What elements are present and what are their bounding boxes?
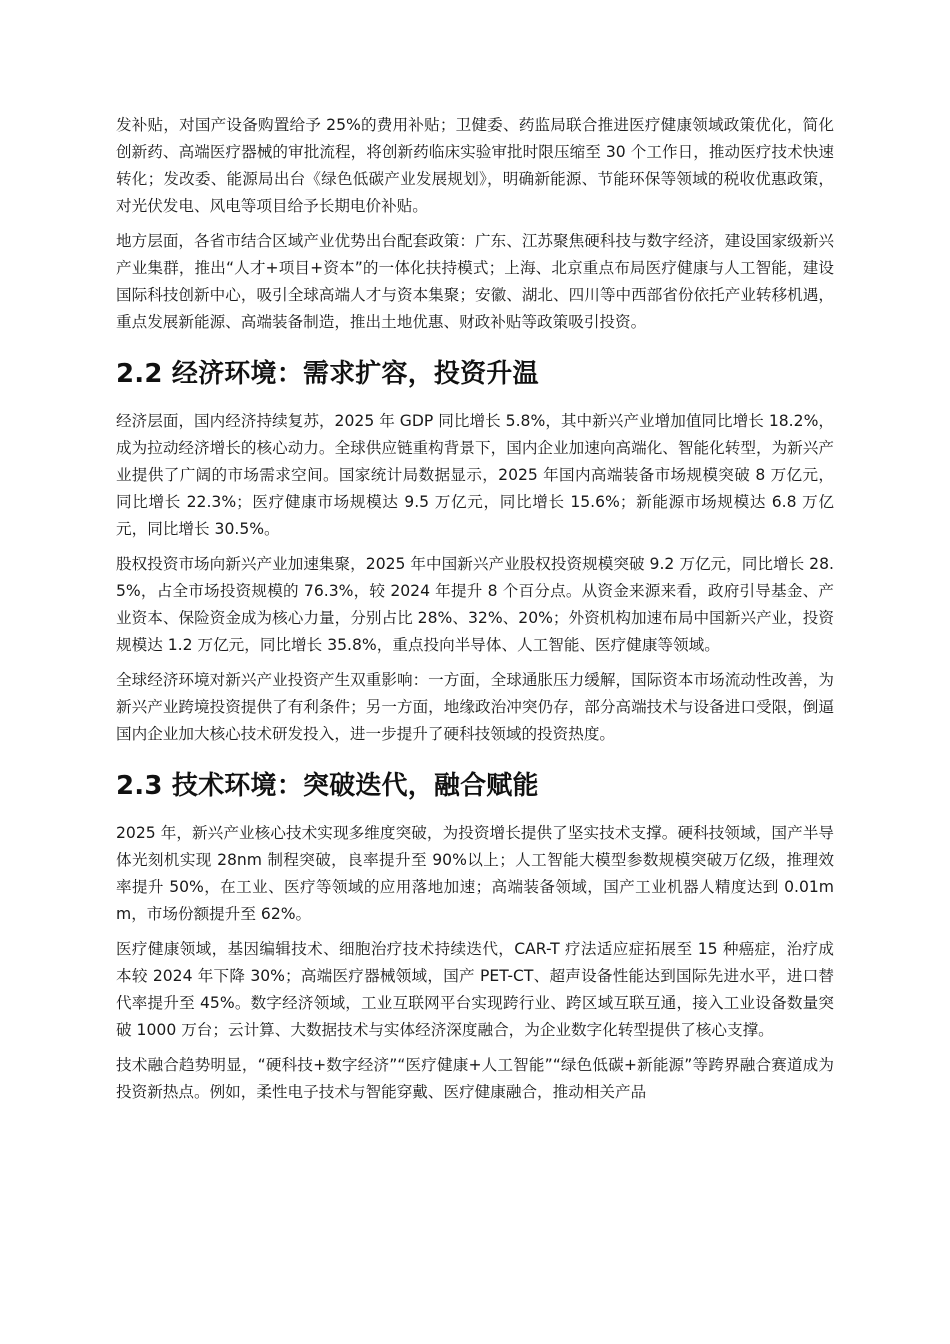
body-paragraph: 2025 年，新兴产业核心技术实现多维度突破，为投资增长提供了坚实技术支撑。硬科技领域，国产半导体光刻机实现 28nm 制程突破，良率提升至 90%以上；人工智能大模型参数规模突破万亿级，推理效率提升 50%，在工业、医疗等领域的应用落地加速；高端装备领域，国产工业机器人精度达到 0.01mm，市场份额提升至 62%。 <box>116 824 834 923</box>
body-paragraph: 股权投资市场向新兴产业加速集聚，2025 年中国新兴产业股权投资规模突破 9.2 万亿元，同比增长 28.5%，占全市场投资规模的 76.3%，较 2024 年提升 8 个百分点。从资金来源来看，政府引导基金、产业资本、保险资金成为核心力量，分别占比 28%、32%、20%；外资机构加速布局中国新兴产业，投资规模达 1.2 万亿元，同比增长 35.8%，重点投向半导体、人工智能、医疗健康等领域。 <box>116 555 834 654</box>
section-heading-2-3: 2.3 技术环境：突破迭代，融合赋能 <box>116 771 539 801</box>
body-paragraph: 经济层面，国内经济持续复苏，2025 年 GDP 同比增长 5.8%，其中新兴产业增加值同比增长 18.2%，成为拉动经济增长的核心动力。全球供应链重构背景下，国内企业加速向高端化、智能化转型，为新兴产业提供了广阔的市场需求空间。国家统计局数据显示，2025 年国内高端装备市场规模突破 8 万亿元，同比增长 22.3%；医疗健康市场规模达 9.5 万亿元，同比增长 15.6%；新能源市场规模达 6.8 万亿元，同比增长 30.5%。 <box>116 412 834 538</box>
document-body <box>116 112 834 1114</box>
body-paragraph: 技术融合趋势明显，“硬科技+数字经济”“医疗健康+人工智能”“绿色低碳+新能源”等跨界融合赛道成为投资新热点。例如，柔性电子技术与智能穿戴、医疗健康融合，推动相关产品 <box>116 1056 834 1101</box>
body-paragraph: 地方层面，各省市结合区域产业优势出台配套政策：广东、江苏聚焦硬科技与数字经济，建设国家级新兴产业集群，推出“人才+项目+资本”的一体化扶持模式；上海、北京重点布局医疗健康与人工智能，建设国际科技创新中心，吸引全球高端人才与资本集聚；安徽、湖北、四川等中西部省份依托产业转移机遇，重点发展新能源、高端装备制造，推出土地优惠、财政补贴等政策吸引投资。 <box>116 232 834 331</box>
section-heading-2-2: 2.2 经济环境：需求扩容，投资升温 <box>116 359 539 389</box>
body-paragraph: 医疗健康领域，基因编辑技术、细胞治疗技术持续迭代，CAR-T 疗法适应症拓展至 15 种癌症，治疗成本较 2024 年下降 30%；高端医疗器械领域，国产 PET-CT、超声设备性能达到国际先进水平，进口替代率提升至 45%。数字经济领域，工业互联网平台实现跨行业、跨区域互联互通，接入工业设备数量突破 1000 万台；云计算、大数据技术与实体经济深度融合，为企业数字化转型提供了核心支撑。 <box>116 940 834 1039</box>
body-paragraph: 全球经济环境对新兴产业投资产生双重影响：一方面，全球通胀压力缓解，国际资本市场流动性改善，为新兴产业跨境投资提供了有利条件；另一方面，地缘政治冲突仍存，部分高端技术与设备进口受限，倒逼国内企业加大核心技术研发投入，进一步提升了硬科技领域的投资热度。 <box>116 671 834 743</box>
body-paragraph: 发补贴，对国产设备购置给予 25%的费用补贴；卫健委、药监局联合推进医疗健康领域政策优化，简化创新药、高端医疗器械的审批流程，将创新药临床实验审批时限压缩至 30 个工作日，推动医疗技术快速转化；发改委、能源局出台《绿色低碳产业发展规划》，明确新能源、节能环保等领域的税收优惠政策，对光伏发电、风电等项目给予长期电价补贴。 <box>116 116 834 215</box>
